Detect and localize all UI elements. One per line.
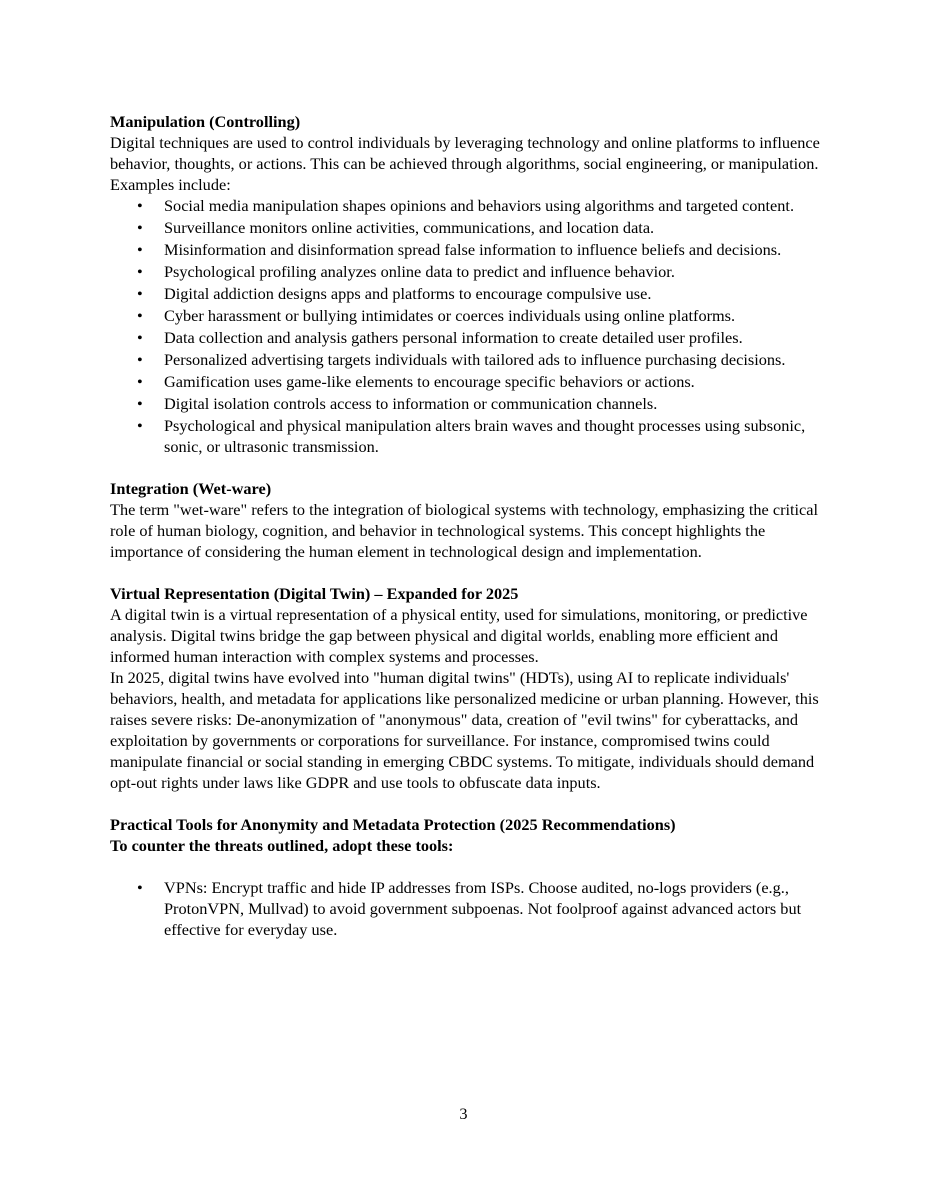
bullet-icon: • [137, 218, 143, 237]
bullet-icon: • [137, 372, 143, 391]
list-item [110, 195, 822, 216]
section-heading-practical-tools: Practical Tools for Anonymity and Metadata Protection (2025 Recommendations) [110, 815, 676, 834]
section-subheading-practical-tools: To counter the threats outlined, adopt these tools: [110, 836, 454, 855]
list-item-text: Social media manipulation shapes opinions and behaviors using algorithms and targeted content. [164, 196, 795, 215]
list-item-text: Psychological profiling analyzes online data to predict and influence behavior. [164, 262, 675, 281]
list-item [110, 239, 822, 260]
list-item-text: Misinformation and disinformation spread false information to influence beliefs and decisions. [164, 240, 782, 259]
list-item [110, 393, 822, 414]
page-number: 3 [459, 1104, 468, 1123]
section-intro-manipulation: Digital techniques are used to control individuals by leveraging technology and online platforms to influence behavior, thoughts, or actions. This can be achieved through algorithms, social engineering, or manipulation. Examples include: [110, 133, 820, 194]
bullet-icon: • [137, 262, 143, 281]
bullet-icon: • [137, 240, 143, 259]
bullet-icon: • [137, 394, 143, 413]
section-body-integration: The term "wet-ware" refers to the integration of biological systems with technology, emphasizing the critical role of human biology, cognition, and behavior in technological systems. This concept highlights the importance of considering the human element in technological design and implementation. [110, 500, 819, 561]
list-item [110, 217, 822, 238]
section-paragraph-1: A digital twin is a virtual representation of a physical entity, used for simulations, monitoring, or predictive analysis. Digital twins bridge the gap between physical and digital worlds, enabling more efficient and informed human interaction with complex systems and processes. [110, 605, 808, 666]
list-item-text: Digital isolation controls access to information or communication channels. [164, 394, 658, 413]
section-practical-tools [110, 814, 822, 940]
bullet-icon: • [137, 196, 143, 215]
list-item [110, 877, 822, 940]
list-item-text: Digital addiction designs apps and platforms to encourage compulsive use. [164, 284, 652, 303]
list-item-text: Personalized advertising targets individuals with tailored ads to influence purchasing decisions. [164, 350, 786, 369]
document-page [110, 111, 822, 941]
list-item-text: Gamification uses game-like elements to encourage specific behaviors or actions. [164, 372, 695, 391]
section-heading-integration: Integration (Wet-ware) [110, 479, 272, 498]
section-manipulation [110, 111, 822, 457]
list-item-text: VPNs: Encrypt traffic and hide IP addresses from ISPs. Choose audited, no-logs providers (e.g., ProtonVPN, Mullvad) to avoid government subpoenas. Not foolproof against advanced actors but effective for everyday use. [164, 878, 802, 939]
list-item-text: Surveillance monitors online activities, communications, and location data. [164, 218, 655, 237]
bullet-list-tools [110, 877, 822, 940]
bullet-icon: • [137, 350, 143, 369]
section-heading-virtual-representation: Virtual Representation (Digital Twin) – Expanded for 2025 [110, 584, 519, 603]
list-item-text: Cyber harassment or bullying intimidates or coerces individuals using online platforms. [164, 306, 736, 325]
section-paragraph-2: In 2025, digital twins have evolved into "human digital twins" (HDTs), using AI to replicate individuals' behaviors, health, and metadata for applications like personalized medicine or urban planning. However, this raises severe risks: De-anonymization of "anonymous" data, creation of "evil twins" for cyberattacks, and exploitation by governments or corporations for surveillance. For instance, compromised twins could manipulate financial or social standing in emerging CBDC systems. To mitigate, individuals should demand opt-out rights under laws like GDPR and use tools to obfuscate data inputs. [110, 668, 819, 792]
bullet-icon: • [137, 416, 143, 435]
list-item [110, 305, 822, 326]
list-item [110, 327, 822, 348]
bullet-list-manipulation [110, 195, 822, 457]
list-item [110, 371, 822, 392]
list-item-text: Psychological and physical manipulation alters brain waves and thought processes using subsonic, sonic, or ultrasonic transmission. [164, 416, 806, 456]
section-virtual-representation [110, 583, 822, 793]
list-item-text: Data collection and analysis gathers personal information to create detailed user profiles. [164, 328, 743, 347]
section-heading-manipulation: Manipulation (Controlling) [110, 112, 301, 131]
bullet-icon: • [137, 306, 143, 325]
bullet-icon: • [137, 284, 143, 303]
bullet-icon: • [137, 328, 143, 347]
list-item [110, 349, 822, 370]
bullet-icon: • [137, 878, 143, 897]
list-item [110, 283, 822, 304]
list-item [110, 415, 822, 457]
list-item [110, 261, 822, 282]
section-integration [110, 478, 822, 562]
